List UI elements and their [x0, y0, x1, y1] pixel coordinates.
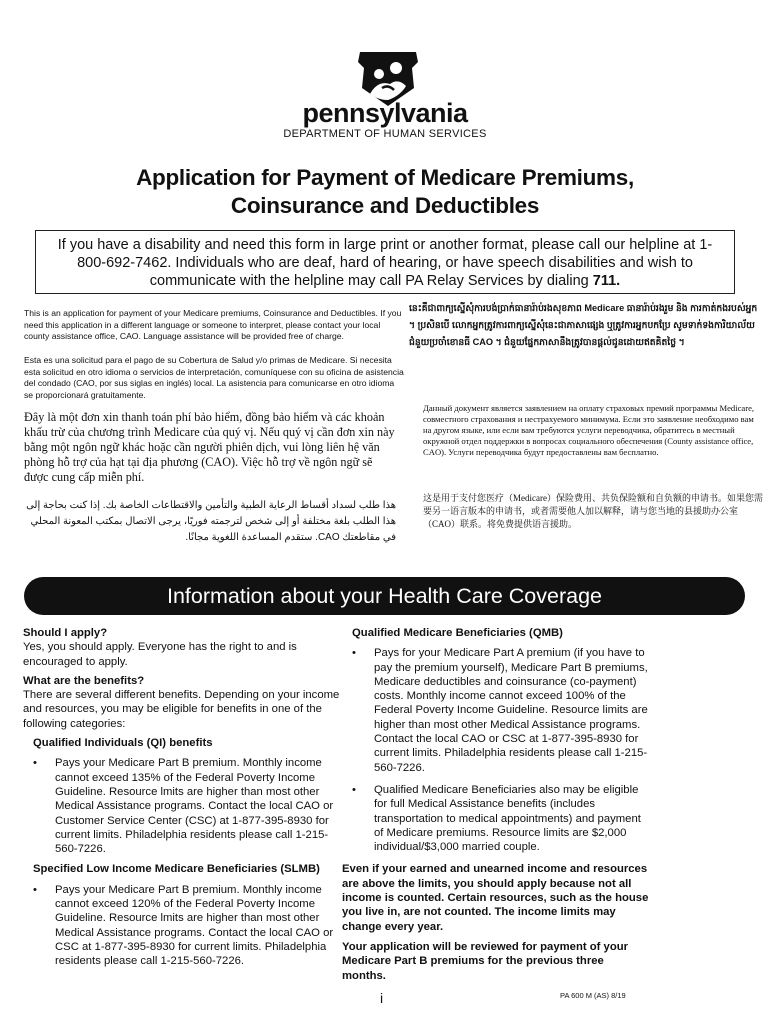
spanish-notice: Esta es una solicitud para el pago de su Cobertura de Salud y/o primas de Medicare. Si necesita esta solicitud en otro idioma o servicios de interpretación, comuníquese con su oficina de asistencia del condado (CAO, por sus siglas en inglés) local. La asistencia para comunicarse en otro idioma se proporcionará gratuitamente.: [24, 355, 404, 400]
left-column: [23, 626, 343, 969]
chinese-notice: 这是用于支付您医疗（Medicare）保险费用、共负保险额和自负额的申请书。如果您需要另一语言版本的申请书，或者需要他人加以解释，请与您当地的县援助办公室（CAO）联系。将免费提供语言援助。: [423, 493, 763, 529]
khmer-notice: នេះគឺជាពាក្យស្នើសុំការបង់ប្រាក់ធានារ៉ាប់រងសុខភាព Medicare ធានារ៉ាប់រងរួម និង ការកាត់កងរបស់អ្នក ។ ប្រសិនបើ លោកអ្នកត្រូវការពាក្យស្នើសុំនេះជាភាសាផ្សេង ឬត្រូវការអ្នកបកប្រែ សូមទាក់ទងការិយាល័យជំនួយប្រចាំខោនធី CAO ។ ជំនួយផ្នែកភាសានឹងត្រូវបានផ្តល់ជូនដោយឥតគិតថ្លៃ ។: [409, 303, 758, 347]
slmb-bullet: • Pays your Medicare Part B premium. Monthly income cannot exceed 120% of the Federal Poverty Income Guideline. Resource lmits are higher than most other Medical Assistance programs. Contact the local CAO or CSC at 1-877-395-8930 for current limits. Philadelphia residents please call 1-215-560-7226.: [33, 883, 343, 969]
russian-notice: Данный документ является заявлением на оплату страховых премий программы Medicare, совместного страхования и нестрахуемого минимума. Если это заявление необходимо вам на другом языке, или если вам требуются услуги переводчика, обратитесь в местный окружной отдел поддержки в вопросах социального обеспечения (County assistance office, CAO). Услуги переводчика будут предоставлены вам бесплатно.: [423, 403, 755, 457]
form-id: PA 600 M (AS) 8/19: [560, 991, 626, 1000]
qmb-bullet-2: • Qualified Medicare Beneficiaries also may be eligible for full Medical Assistance benefits (includes transportation to medical appointments) and payment of Medicare premiums. Resource limits are $2,000 individual/$3,000 married couple.: [352, 783, 650, 854]
accessibility-notice: [35, 230, 735, 294]
title-line-2: Coinsurance and Deductibles: [230, 193, 540, 218]
income-note: Even if your earned and unearned income and resources are above the limits, you should apply because not all income is counted. Certain resources, such as the house you live in, are not counted. The income limits may change every year.: [342, 863, 649, 933]
qi-heading: Qualified Individuals (QI) benefits: [33, 737, 213, 750]
section-banner: Information about your Health Care Coverage: [24, 577, 745, 615]
slmb-heading: Specified Low Income Medicare Beneficiaries (SLMB): [33, 863, 320, 876]
page-number: i: [380, 990, 384, 1006]
arabic-notice: هذا طلب لسداد أقساط الرعاية الطبية والتأمين والاقتطاعات الخاصة بك. إذا كنت بحاجة إلى هذا الطلب بلغة مختلفة أو إلى شخص لترجمته فوريًا، يرجى الاتصال بمكتب المعونة المحلي في مقاطعتك CAO. ستقدم المساعدة اللغوية مجانًا.: [26, 500, 396, 543]
answer-benefits: There are several different benefits. Depending on your income and resources, you may be eligible for benefits in one of the following categories:: [23, 689, 340, 730]
page-title: [60, 164, 710, 220]
review-note: Your application will be reviewed for payment of your Medicare Part B premiums for the previous three months.: [342, 940, 629, 982]
relay-number: 711.: [592, 273, 621, 289]
qmb-heading: Qualified Medicare Beneficiaries (QMB): [352, 627, 563, 639]
right-column: [342, 626, 650, 983]
question-should-apply: Should I apply?: [23, 627, 108, 639]
notice-text: If you have a disability and need this form in large print or another format, please call our helpline at 1-800-692-7462. Individuals who are deaf, hard of hearing, or have speech disabilities and wish to communicate with the helpline may call PA Relay Services by dialing: [57, 237, 713, 289]
org-name: pennsylvania: [302, 98, 468, 128]
title-line-1: Application for Payment of Medicare Premiums,: [136, 165, 634, 190]
vietnamese-notice: Đây là một đơn xin thanh toán phí bảo hiểm, đồng bảo hiểm và các khoản khấu trừ của chương trình Medicare của quý vị. Nếu quý vị cần đơn xin này bằng một ngôn ngữ khác hoặc cần người phiên dịch, vui lòng liên hệ văn phòng hỗ trợ của hạt tại địa phương (CAO). Việc hỗ trợ về ngôn ngữ sẽ được cung cấp miễn phí.: [24, 410, 395, 484]
english-notice: This is an application for payment of your Medicare premiums, Coinsurance and Deductibles. If you need this application in a different language or someone to interpret, please contact your local county assistance office, CAO. Language assistance will be provided free of charge.: [24, 308, 402, 342]
department-name: DEPARTMENT OF HUMAN SERVICES: [283, 128, 487, 140]
qi-bullet: • Pays your Medicare Part B premium. Monthly income cannot exceed 135% of the Federal Poverty Income Guideline. Resource lmits are higher than most other Medical Assistance programs. Contact the local CAO or Customer Service Center (CSC) at 1-877-395-8930 for current limits. Philadelphia residents please call 1-215-560-7226.: [33, 756, 343, 856]
question-benefits: What are the benefits?: [23, 674, 145, 687]
qmb-bullet-1: • Pays for your Medicare Part A premium (if you have to pay the premium yourself), Medicare Part B premiums, Medicare deductibles and coinsurance (co-payment) costs. Monthly income cannot exceed 100% of the Federal Poverty Income Guideline. Resource limits are higher than most other Medical Assistance programs. Contact the local CAO or CSC at 1-877-395-8930 for current limits. Philadelphia residents please call 1-215-560-7226.: [352, 646, 650, 775]
answer-should-apply: Yes, you should apply. Everyone has the right to and is encouraged to apply.: [23, 641, 297, 668]
